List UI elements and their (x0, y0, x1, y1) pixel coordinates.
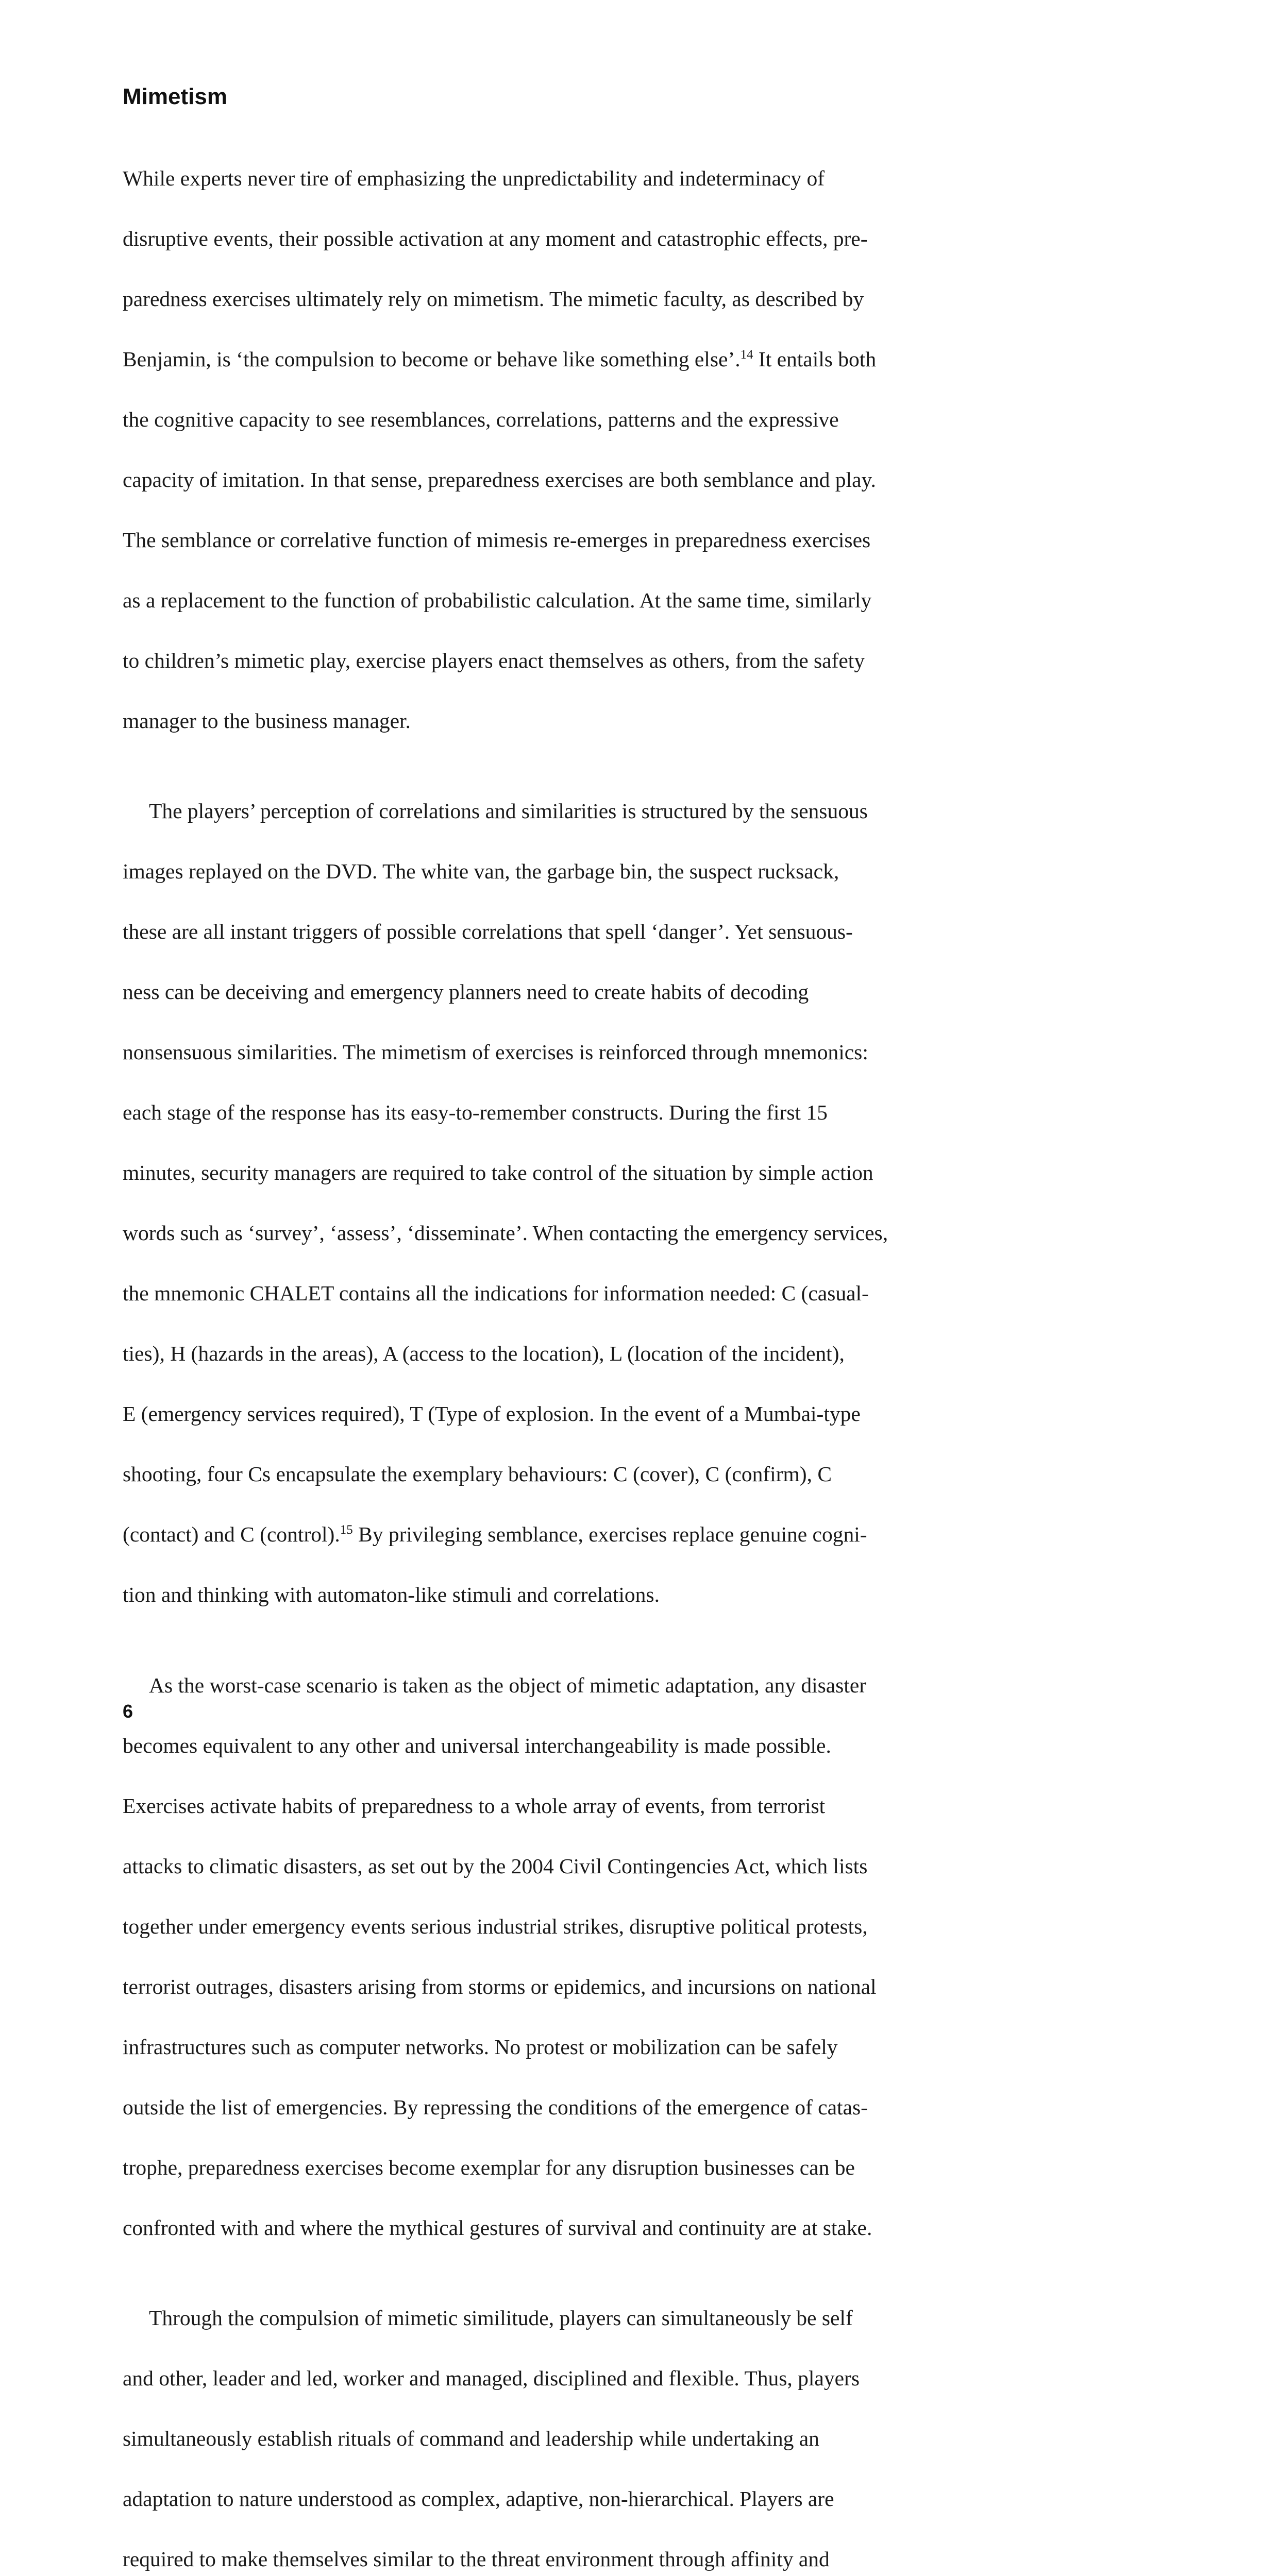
text-line: manager to the business manager. (123, 706, 947, 736)
text-line: The players’ perception of correlations and similarities is structured by the sensuous (123, 796, 947, 826)
text-line: simultaneously establish rituals of command and leadership while undertaking an (123, 2424, 947, 2454)
paragraph-1 (123, 133, 947, 766)
text-line: The semblance or correlative function of mimesis re-emerges in preparedness exercises (123, 525, 947, 555)
section-heading: Mimetism (123, 83, 227, 111)
body-text (123, 133, 947, 2576)
text-line: outside the list of emergencies. By repressing the conditions of the emergence of catas- (123, 2092, 947, 2123)
text-line: Benjamin, is ‘the compulsion to become or behave like something else’.$^{14}$ It entails both (123, 344, 947, 375)
text-line: trophe, preparedness exercises become exemplar for any disruption businesses can be (123, 2153, 947, 2183)
text-line: nonsensuous similarities. The mimetism of exercises is reinforced through mnemonics: (123, 1037, 947, 1067)
text-line: minutes, security managers are required to take control of the situation by simple action (123, 1158, 947, 1188)
text-line: to children’s mimetic play, exercise players enact themselves as others, from the safety (123, 646, 947, 676)
text-line: (contact) and C (control).$^{15}$ By privileging semblance, exercises replace genuine cogni- (123, 1519, 947, 1550)
paragraph-4 (123, 2273, 947, 2576)
text-line: each stage of the response has its easy-to-remember constructs. During the first 15 (123, 1097, 947, 1128)
text-line: these are all instant triggers of possible correlations that spell ‘danger’. Yet sensuous- (123, 917, 947, 947)
text-line: shooting, four Cs encapsulate the exemplary behaviours: C (cover), C (confirm), C (123, 1459, 947, 1489)
text-line: and other, leader and led, worker and managed, disciplined and flexible. Thus, players (123, 2363, 947, 2394)
text-line: Through the compulsion of mimetic similitude, players can simultaneously be self (123, 2303, 947, 2333)
text-line: tion and thinking with automaton-like stimuli and correlations. (123, 1580, 947, 1610)
text-line: ties), H (hazards in the areas), A (access to the location), L (location of the incident), (123, 1338, 947, 1369)
text-line: becomes equivalent to any other and universal interchangeability is made possible. (123, 1731, 947, 1761)
text-line: required to make themselves similar to the threat environment through affinity and (123, 2544, 947, 2574)
text-line: images replayed on the DVD. The white van, the garbage bin, the suspect rucksack, (123, 856, 947, 887)
text-line: terrorist outrages, disasters arising from storms or epidemics, and incursions on national (123, 1972, 947, 2002)
text-line: Exercises activate habits of preparedness to a whole array of events, from terrorist (123, 1791, 947, 1821)
text-line: E (emergency services required), T (Type of explosion. In the event of a Mumbai-type (123, 1399, 947, 1429)
text-line: confronted with and where the mythical gestures of survival and continuity are at stake. (123, 2213, 947, 2243)
paragraph-3 (123, 1640, 947, 2273)
text-line: the cognitive capacity to see resemblances, correlations, patterns and the expressive (123, 404, 947, 435)
text-line: While experts never tire of emphasizing the unpredictability and indeterminacy of (123, 163, 947, 194)
page-number: 6 (123, 1700, 133, 1722)
text-line: infrastructures such as computer networks. No protest or mobilization can be safely (123, 2032, 947, 2062)
text-line: capacity of imitation. In that sense, preparedness exercises are both semblance and play. (123, 465, 947, 495)
text-line: attacks to climatic disasters, as set out by the 2004 Civil Contingencies Act, which lists (123, 1851, 947, 1882)
text-line: as a replacement to the function of probabilistic calculation. At the same time, similarly (123, 585, 947, 616)
text-line: the mnemonic CHALET contains all the indications for information needed: C (casual- (123, 1278, 947, 1309)
text-line: disruptive events, their possible activation at any moment and catastrophic effects, pre- (123, 224, 947, 254)
text-line: together under emergency events serious industrial strikes, disruptive political protests, (123, 1911, 947, 1942)
text-line: words such as ‘survey’, ‘assess’, ‘disseminate’. When contacting the emergency services, (123, 1218, 947, 1248)
text-line: adaptation to nature understood as complex, adaptive, non-hierarchical. Players are (123, 2484, 947, 2514)
text-line: ness can be deceiving and emergency planners need to create habits of decoding (123, 977, 947, 1007)
text-line: As the worst-case scenario is taken as the object of mimetic adaptation, any disaster (123, 1670, 947, 1701)
paragraph-2 (123, 766, 947, 1640)
text-line: paredness exercises ultimately rely on mimetism. The mimetic faculty, as described by (123, 284, 947, 314)
